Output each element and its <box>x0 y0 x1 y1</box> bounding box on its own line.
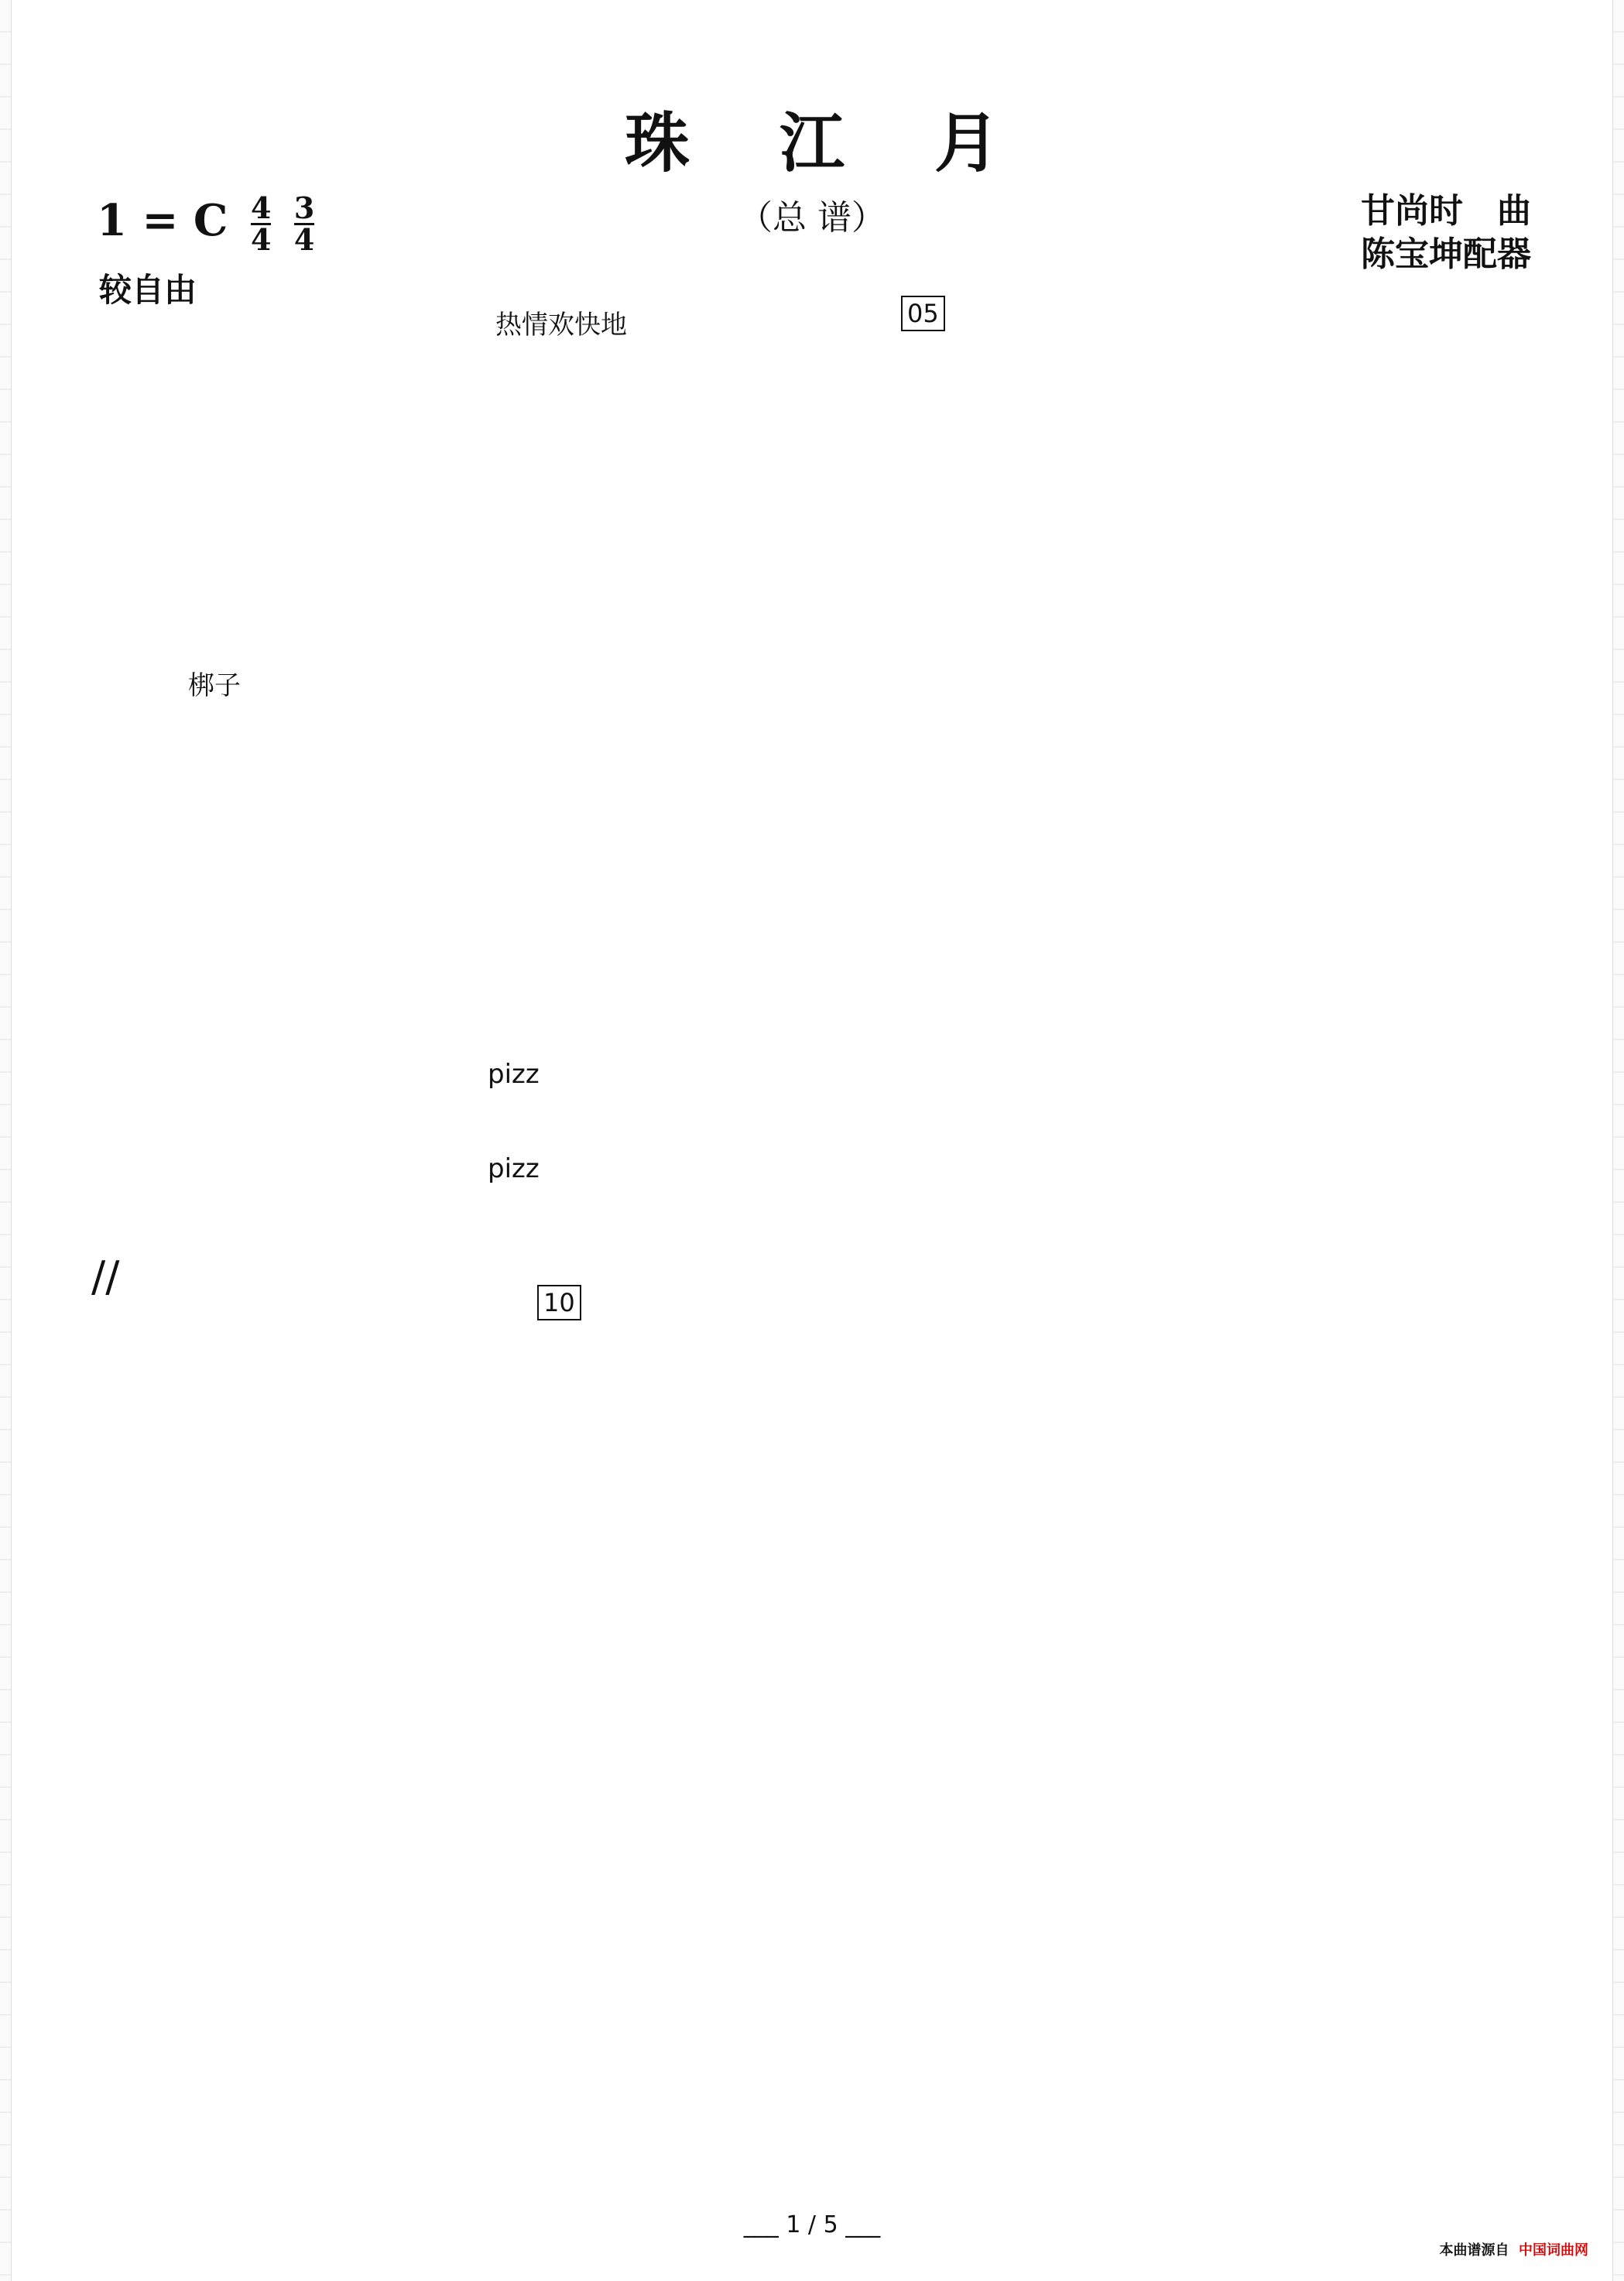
source-site: 中国词曲网 <box>1519 2242 1588 2259</box>
page-number: ___ 1 / 5 ___ <box>743 2211 881 2238</box>
credits <box>1361 190 1531 276</box>
time-sig-num: 4 <box>250 190 272 225</box>
time-signature-2 <box>293 190 315 257</box>
page-number-text: 1 / 5 <box>786 2211 838 2238</box>
time-sig-den: 4 <box>250 222 272 257</box>
title-char: 珠 <box>624 105 690 181</box>
time-sig-den: 4 <box>293 222 315 257</box>
time-sig-num: 3 <box>293 190 315 225</box>
score-subtitle: （总 谱） <box>738 198 886 238</box>
source-credit <box>1439 2239 1588 2259</box>
time-signature-1 <box>250 190 272 257</box>
score-title <box>0 91 1624 185</box>
expression-marking: 热情欢快地 <box>495 310 627 341</box>
tempo-marking: 较自由 <box>99 271 197 309</box>
title-char: 江 <box>779 105 845 181</box>
key-signature <box>97 190 315 257</box>
source-label: 本曲谱源自 <box>1439 2242 1509 2259</box>
right-edge-strip <box>1612 0 1624 2281</box>
title-char: 月 <box>934 105 1000 181</box>
technique-pizz: pizz <box>488 1059 540 1090</box>
arranger: 陈宝坤配器 <box>1361 235 1531 274</box>
system-break-mark: // <box>91 1252 120 1301</box>
rehearsal-mark-10: 10 <box>537 1285 581 1320</box>
left-edge-strip <box>0 0 12 2281</box>
rehearsal-mark-05: 05 <box>901 296 945 331</box>
key-text: 1 = C <box>97 195 228 247</box>
technique-pizz: pizz <box>488 1153 540 1184</box>
technique-bangzi: 梆子 <box>188 670 241 701</box>
composer: 甘尚时 曲 <box>1361 191 1531 231</box>
